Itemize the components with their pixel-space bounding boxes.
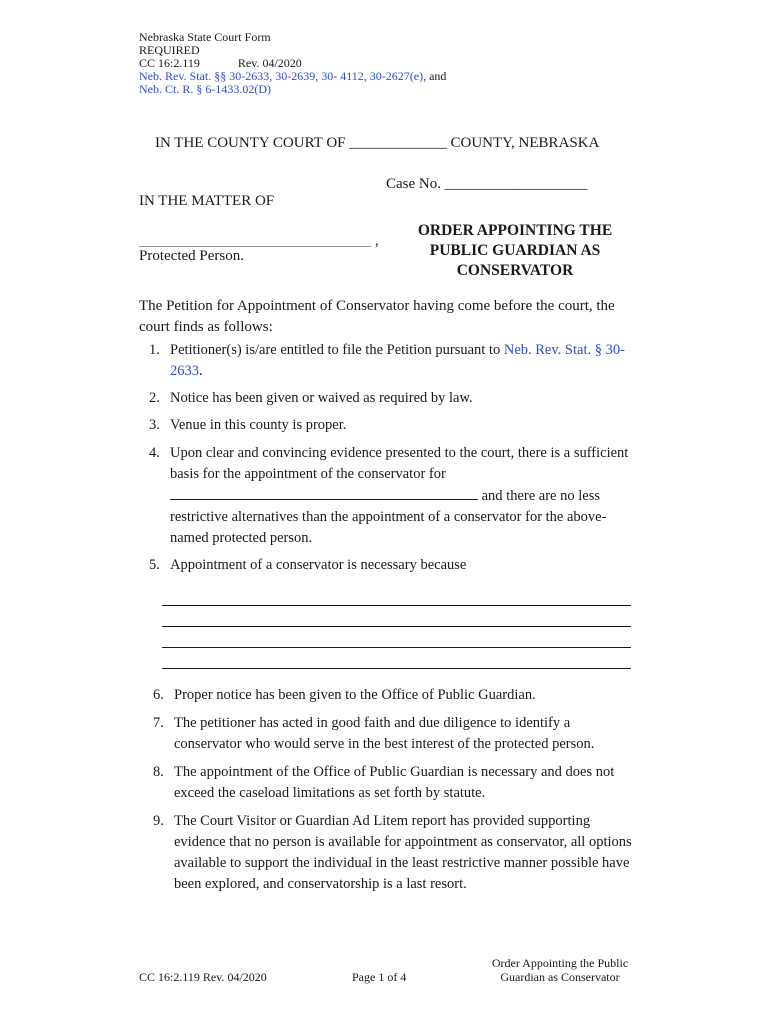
finding-text: The appointment of the Office of Public Guardian is necessary and does not exceed the caseload limitations as set forth by statute. [174,764,615,801]
footer-form-revision: CC 16:2.119 Rev. 04/2020 [139,970,267,984]
finding-number: 1. [149,342,160,358]
footer-title [470,956,650,984]
finding-number: 4. [149,445,160,461]
finding-number: 7. [153,715,164,731]
conservator-name-blank[interactable] [170,485,478,500]
finding-number: 9. [153,813,164,829]
finding-number: 3. [149,417,160,433]
finding-text: Appointment of a conservator is necessary because [170,557,467,573]
protected-person-name-line [139,246,371,247]
order-title [390,221,640,281]
intro-paragraph: The Petition for Appointment of Conservator having come before the court, the court finds as follows: [139,298,615,335]
protected-person-label: Protected Person. [139,248,244,264]
finding-text: Venue in this county is proper. [170,417,347,433]
statutes-link-1[interactable]: Neb. Rev. Stat. §§ 30-2633, 30-2639, 30- 4112, 30-2627(e), [139,69,427,83]
statutes-and: and [426,69,447,83]
required-label: REQUIRED [139,43,200,57]
finding-number: 2. [149,390,160,406]
footer-title-line-2: Guardian as Conservator [500,970,620,984]
case-number: Case No. ___________________ [386,176,588,192]
finding-number: 6. [153,687,164,703]
footer-title-line-1: Order Appointing the Public [491,956,629,970]
order-title-line-3: CONSERVATOR [456,262,574,279]
form-source-line: Nebraska State Court Form [139,30,271,44]
finding-number: 5. [149,557,160,573]
caption-comma: , [375,233,379,249]
statutes-link-2[interactable]: Neb. Ct. R. § 6-1433.02(D) [139,82,271,96]
form-number: CC 16:2.119 [139,56,200,70]
statute-link[interactable]: Neb. Rev. Stat. § 30-2633 [170,342,625,379]
finding-text: Petitioner(s) is/are entitled to file the Petition pursuant to Neb. Rev. Stat. § 30-2633. [170,342,625,379]
finding-text: Notice has been given or waived as required by law. [170,390,473,406]
reason-blank-line[interactable] [162,626,631,627]
reason-blank-line[interactable] [162,605,631,606]
reason-blank-line[interactable] [162,668,631,669]
reason-blank-line[interactable] [162,647,631,648]
form-revision: Rev. 04/2020 [237,56,302,70]
finding-number: 8. [153,764,164,780]
order-title-line-1: ORDER APPOINTING THE [417,222,613,239]
finding-text: Upon clear and convincing evidence presented to the court, there is a sufficient basis for the appointment of the conservator for and there are no less restrictive alternatives than the appointment of a conservator for the above-named protected person. [170,445,629,546]
form-header [139,31,446,96]
finding-text: The petitioner has acted in good faith and due diligence to identify a conservator who would serve in the best interest of the protected person. [174,715,595,752]
in-the-matter-label: IN THE MATTER OF [139,193,275,209]
order-title-line-2: PUBLIC GUARDIAN AS [429,242,601,259]
page-number: Page 1 of 4 [352,970,407,984]
court-line: IN THE COUNTY COURT OF _____________ COUNTY, NEBRASKA [155,135,600,151]
finding-text: Proper notice has been given to the Office of Public Guardian. [174,687,536,703]
finding-text: The Court Visitor or Guardian Ad Litem report has provided supporting evidence that no person is available for appointment as conservator, all options available to support the individual in the least restrictive manner possible have been explored, and conservatorship is a last resort. [174,813,632,892]
